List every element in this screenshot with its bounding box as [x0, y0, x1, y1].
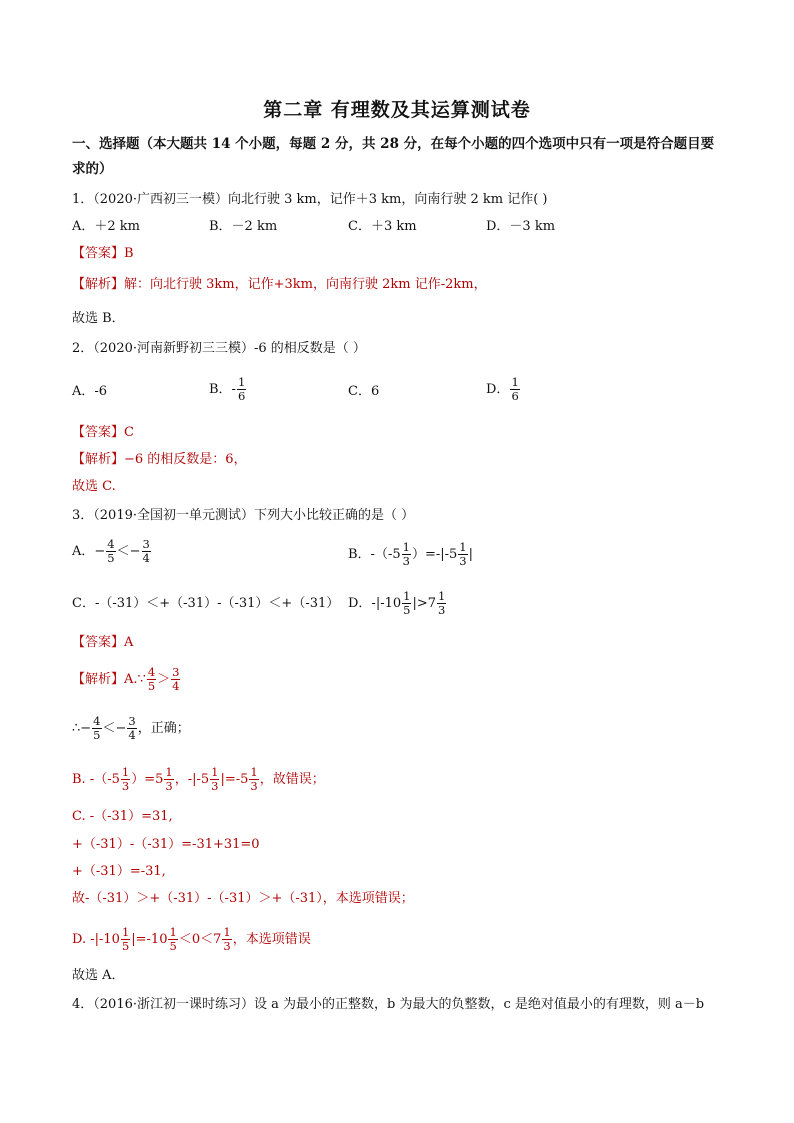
q3-option-b [348, 541, 473, 568]
numerator: 3 [172, 665, 180, 679]
fraction [106, 538, 115, 565]
numerator: 4 [93, 714, 101, 728]
fraction [510, 376, 519, 403]
q2-conclusion: 故选 C. [72, 479, 116, 494]
numerator: 1 [121, 765, 130, 779]
text: ，-|-5 [174, 772, 210, 787]
denominator: 4 [128, 728, 136, 742]
q3-analysis-a1 [72, 666, 181, 693]
denominator: 5 [107, 551, 115, 565]
fraction [402, 541, 411, 568]
q3-option-d [348, 590, 447, 617]
denominator: 3 [438, 603, 446, 617]
denominator: 5 [169, 939, 177, 953]
q1-option-c: C．＋3 km [348, 219, 417, 234]
text: B. -（-5 [72, 772, 120, 787]
denominator: 5 [147, 679, 156, 693]
denominator: 5 [403, 603, 411, 617]
answer-label: 【答案】 [72, 425, 125, 440]
analysis-label: 【解析】 [72, 277, 125, 292]
q4-stem: 4．（2016·浙江初一课时练习）设 a 为最小的正整数，b 为最大的负整数，c 是绝对值最小的有理数，则 a－b [72, 997, 705, 1012]
q1-option-b: B．－2 km [209, 219, 278, 234]
q2-stem: 2．（2020·河南新野初三三模）-6 的相反数是（ ） [72, 341, 366, 356]
q3-analysis-c1: C. -（-31）=31, [72, 809, 173, 824]
text: |>7 [412, 596, 437, 611]
q3-analysis-b [72, 766, 325, 793]
denominator: 5 [121, 939, 130, 953]
q3-answer [72, 634, 133, 652]
numerator: 1 [402, 540, 410, 554]
fraction [168, 926, 177, 953]
numerator: 1 [211, 765, 219, 779]
fraction [402, 590, 411, 617]
text: ，本选项错误 [232, 932, 311, 947]
denominator: 3 [211, 779, 219, 793]
denominator: 3 [165, 779, 173, 793]
numerator: 1 [438, 589, 446, 603]
text: B．-（-5 [348, 547, 401, 562]
fraction [92, 715, 101, 742]
text: ）=-|-5 [411, 547, 458, 562]
answer-label: 【答案】 [72, 246, 125, 261]
numerator: 1 [403, 589, 411, 603]
q2-option-b-prefix: B．- [209, 382, 236, 397]
analysis-text: 解：向北行驶 3km，记作+3km，向南行驶 2km 记作-2km， [124, 277, 487, 292]
text: ＜− [102, 721, 127, 736]
numerator: 1 [237, 375, 246, 389]
fraction [142, 538, 151, 565]
q1-analysis [72, 276, 487, 294]
q2-option-c: C．6 [348, 384, 380, 399]
answer-label: 【答案】 [72, 635, 125, 650]
q3-conclusion: 故选 A． [72, 968, 125, 983]
denominator: 6 [511, 389, 519, 403]
q2-option-b [209, 376, 247, 403]
fraction [222, 926, 231, 953]
numerator: 3 [128, 714, 136, 728]
numerator: 1 [250, 765, 258, 779]
q3-analysis-c3: +（-31）=-31, [72, 864, 166, 879]
q3-analysis-c2: +（-31）-（-31）=-31+31=0 [72, 837, 260, 852]
q1-option-a: A．＋2 km [72, 219, 140, 234]
denominator: 5 [93, 728, 101, 742]
section-heading-cont: 求的） [72, 161, 113, 177]
numerator: 1 [165, 765, 173, 779]
text: ＜− [116, 544, 141, 559]
q3-analysis-d [72, 926, 311, 953]
answer-value: A [124, 635, 134, 650]
denominator: 3 [223, 939, 231, 953]
fraction [171, 666, 180, 693]
fraction [458, 541, 467, 568]
numerator: 1 [511, 375, 519, 389]
fraction [121, 926, 130, 953]
fraction [249, 766, 258, 793]
denominator: 3 [121, 779, 130, 793]
text: ∴− [72, 721, 92, 736]
fraction [121, 766, 130, 793]
q1-stem: 1．（2020·广西初三一模）向北行驶 3 km，记作＋3 km，向南行驶 2 km 记作( ) [72, 192, 548, 207]
q2-analysis [72, 451, 247, 469]
numerator: 1 [169, 925, 177, 939]
numerator: 4 [107, 537, 115, 551]
numerator: 4 [147, 665, 156, 679]
denominator: 4 [172, 679, 180, 693]
fraction [147, 666, 156, 693]
text: | [468, 547, 474, 562]
answer-value: B [124, 246, 134, 261]
q2-option-a: A．-6 [72, 384, 108, 399]
fraction [210, 766, 219, 793]
numerator: 1 [459, 540, 467, 554]
q1-conclusion: 故选 B． [72, 311, 125, 326]
denominator: 3 [250, 779, 258, 793]
text: ，正确； [137, 721, 190, 736]
text: |=-5 [220, 772, 249, 787]
text: |=-10 [131, 932, 168, 947]
text: D．-|-10 [348, 596, 402, 611]
analysis-label: 【解析】 [72, 452, 125, 467]
section-heading: 一、选择题（本大题共 14 个小题，每题 2 分，共 28 分，在每个小题的四个选项中只有一项是符合题目要 [72, 136, 715, 152]
q3-option-a [72, 538, 152, 565]
text: ，故错误； [259, 772, 325, 787]
q3-option-c: C．-（-31）＜+（-31）-（-31）＜+（-31） [72, 596, 340, 611]
q1-option-d: D．－3 km [486, 219, 556, 234]
q1-answer [72, 245, 134, 263]
q2-answer [72, 424, 134, 442]
numerator: 3 [142, 537, 150, 551]
text: ）=5 [131, 772, 164, 787]
denominator: 3 [402, 554, 410, 568]
numerator: 1 [121, 925, 130, 939]
denominator: 6 [237, 389, 246, 403]
page-title: 第二章 有理数及其运算测试卷 [263, 99, 531, 121]
fraction [127, 715, 136, 742]
analysis-label: 【解析】 [72, 672, 125, 687]
text: D. -|-10 [72, 932, 120, 947]
denominator: 4 [142, 551, 150, 565]
text: A.∵ [124, 672, 146, 687]
fraction [437, 590, 446, 617]
denominator: 3 [459, 554, 467, 568]
text: ＞ [157, 672, 171, 687]
text: ＜0＜7 [178, 932, 222, 947]
answer-value: C [124, 425, 134, 440]
fraction [164, 766, 173, 793]
text: A．− [72, 544, 106, 559]
q2-option-d-prefix: D． [486, 382, 510, 397]
q3-analysis-c4: 故-（-31）＞+（-31）-（-31）＞+（-31），本选项错误； [72, 891, 414, 906]
numerator: 1 [223, 925, 231, 939]
q3-analysis-a2 [72, 715, 190, 742]
analysis-text: −6 的相反数是：6， [124, 452, 247, 467]
q2-option-d [486, 376, 521, 403]
q3-stem: 3．（2019·全国初一单元测试）下列大小比较正确的是（ ） [72, 508, 415, 523]
fraction [237, 376, 246, 403]
